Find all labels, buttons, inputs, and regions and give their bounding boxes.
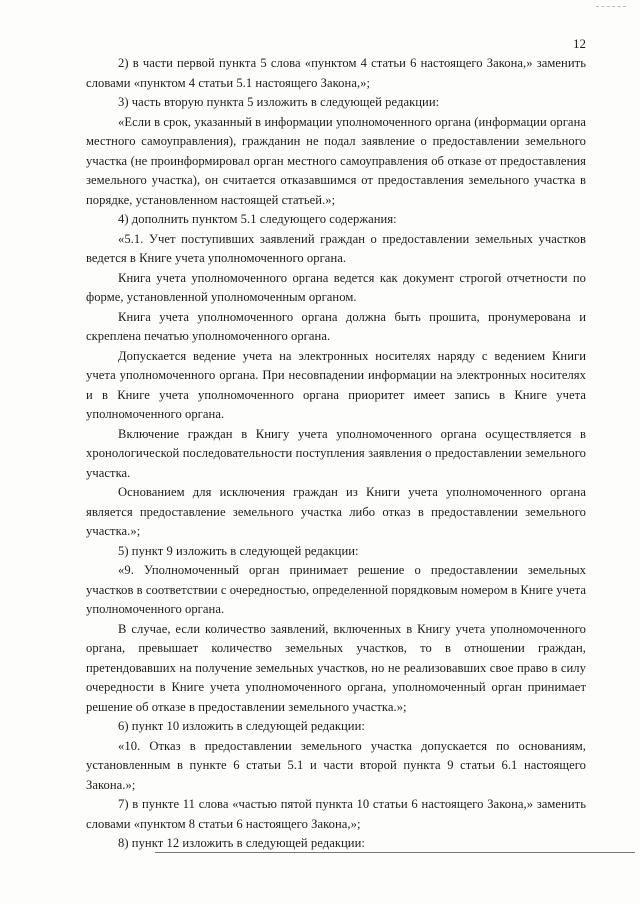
- document-body: [86, 54, 586, 854]
- paragraph: Включение граждан в Книгу учета уполномоченного органа осуществляется в хронологической последовательности поступления заявления о предоставлении земельного участка.: [86, 426, 586, 480]
- paragraph: «9. Уполномоченный орган принимает решение о предоставлении земельных участков в соответствии с очередностью, определенной порядковым номером в Книге учета уполномоченного органа.: [86, 563, 586, 616]
- paragraph: Основанием для исключения граждан из Книги учета уполномоченного органа является предоставление земельного участка либо отказ в предоставлении земельного участка.»;: [86, 485, 586, 538]
- paragraph: «10. Отказ в предоставлении земельного участка допускается по основаниям, установленным в пункте 6 статьи 5.1 и части второй пункта 9 статьи 6.1 настоящего Закона.»;: [86, 738, 586, 792]
- paragraph: «5.1. Учет поступивших заявлений граждан о предоставлении земельных участков ведется в Книге учета уполномоченного органа.: [86, 231, 586, 265]
- scan-edge-mark: [596, 6, 626, 7]
- paragraph: 6) пункт 10 изложить в следующей редакции:: [118, 719, 365, 733]
- paragraph: 8) пункт 12 изложить в следующей редакции:: [118, 836, 365, 850]
- paragraph: 3) часть вторую пункта 5 изложить в следующей редакции:: [118, 95, 440, 109]
- paragraph: 2) в части первой пункта 5 слова «пунктом 4 статьи 6 настоящего Закона,» заменить словами «пунктом 4 статьи 5.1 настоящего Закона,»;: [86, 56, 586, 90]
- footer-rule: [155, 852, 635, 853]
- paragraph: Книга учета уполномоченного органа ведется как документ строгой отчетности по форме, установленной уполномоченным органом.: [86, 270, 586, 304]
- paragraph: В случае, если количество заявлений, включенных в Книгу учета уполномоченного органа, превышает количество земельных участков, то в отношении граждан, претендовавших на получение земельных участков, но не реализовавших свое право в силу очередности в Книге учета уполномоченного органа, уполномоченный орган принимает решение об отказе в предоставлении земельного участка.»;: [86, 621, 586, 714]
- paragraph: Книга учета уполномоченного органа должна быть прошита, пронумерована и скреплена печатью уполномоченного органа.: [86, 309, 586, 343]
- page-number: 12: [573, 36, 586, 51]
- paragraph: 4) дополнить пунктом 5.1 следующего содержания:: [118, 212, 397, 226]
- paragraph: 5) пункт 9 изложить в следующей редакции:: [118, 543, 359, 558]
- paragraph: Допускается ведение учета на электронных носителях наряду с ведением Книги учета уполномоченного органа. При несовпадении информации на электронных носителях и в Книге учета уполномоченного органа приоритет имеет запись в Книге учета уполномоченного органа.: [86, 348, 586, 421]
- paragraph: «Если в срок, указанный в информации уполномоченного органа (информации органа местного самоуправления), гражданин не подал заявление о предоставлении земельного участка (не проинформировал орган местного самоуправления об отказе от предоставления земельного участка), он считается отказавшимся от предоставления земельного участка в порядке, установленном настоящей статьей.»;: [86, 114, 586, 207]
- paragraph: 7) в пункте 11 слова «частью пятой пункта 10 статьи 6 настоящего Закона,» заменить словами «пунктом 8 статьи 6 настоящего Закона,»;: [86, 797, 586, 831]
